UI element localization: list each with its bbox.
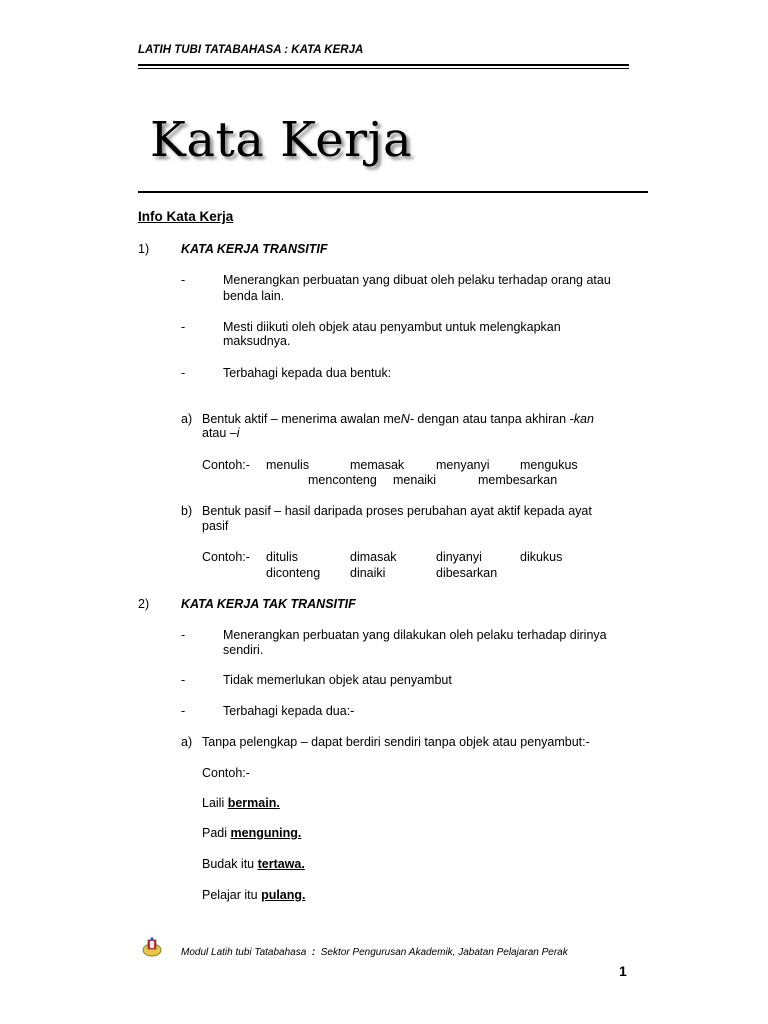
s2-sub-a-text: Tanpa pelengkap – dapat berdiri sendiri tanpa objek atau penyambut:-	[202, 735, 590, 749]
contoh-label: Contoh:-	[202, 550, 250, 564]
s1-bullet-3: Terbahagi kepada dua bentuk:	[223, 366, 392, 380]
s1-bullet-1-line-2: benda lain.	[223, 289, 285, 303]
example-word: dinaiki	[350, 566, 386, 580]
example-word: menconteng	[308, 473, 377, 487]
s1-sub-a-line-1: Bentuk aktif – menerima awalan meN- dengan atau tanpa akhiran -kan	[202, 412, 594, 426]
s2-bullet-3: Terbahagi kepada dua:-	[223, 704, 355, 718]
example-word: menulis	[266, 458, 310, 472]
contoh-label: Contoh:-	[202, 766, 250, 780]
section-2-number: 2)	[138, 597, 150, 611]
example-word: menyanyi	[436, 458, 490, 472]
example-word: diconteng	[266, 566, 321, 580]
s1-sub-b-line-2: pasif	[202, 519, 229, 533]
header-rule-thick	[138, 64, 629, 66]
s1-sub-a-label: a)	[181, 412, 193, 426]
example-word: menaiki	[393, 473, 437, 487]
s2-sub-a-label: a)	[181, 735, 193, 749]
page-title: Kata Kerja	[150, 112, 413, 168]
page-number: 1	[619, 963, 627, 979]
example-sentence: Padi menguning.	[202, 826, 302, 840]
section-1-number: 1)	[138, 242, 150, 256]
example-sentence: Pelajar itu pulang.	[202, 888, 306, 902]
footer-text: Modul Latih tubi Tatabahasa : Sektor Pengurusan Akademik, Jabatan Pelajaran Perak	[181, 947, 568, 958]
example-word: mengukus	[520, 458, 578, 472]
bullet-dash: -	[181, 704, 186, 718]
crest-logo-icon	[141, 936, 163, 958]
s1-sub-b-line-1: Bentuk pasif – hasil daripada proses perubahan ayat aktif kepada ayat	[202, 504, 592, 518]
example-sentence: Laili bermain.	[202, 796, 280, 810]
example-word: dikukus	[520, 550, 563, 564]
section-2-heading: KATA KERJA TAK TRANSITIF	[181, 597, 356, 611]
s1-sub-a-line-2: atau –i	[202, 426, 240, 440]
running-header: LATIH TUBI TATABAHASA : KATA KERJA	[138, 44, 364, 56]
s2-bullet-2: Tidak memerlukan objek atau penyambut	[223, 673, 452, 687]
s2-bullet-1-line-1: Menerangkan perbuatan yang dilakukan oleh pelaku terhadap dirinya	[223, 628, 607, 642]
s1-bullet-2-line-2: maksudnya.	[223, 334, 291, 348]
section-heading: Info Kata Kerja	[138, 209, 234, 224]
contoh-label: Contoh:-	[202, 458, 250, 472]
s1-sub-b-label: b)	[181, 504, 193, 518]
example-sentence: Budak itu tertawa.	[202, 857, 305, 871]
s1-bullet-1-line-1: Menerangkan perbuatan yang dibuat oleh pelaku terhadap orang atau	[223, 273, 611, 287]
bullet-dash: -	[181, 320, 186, 334]
example-word: memasak	[350, 458, 405, 472]
title-rule	[138, 191, 648, 193]
s2-bullet-1-line-2: sendiri.	[223, 643, 264, 657]
bullet-dash: -	[181, 366, 186, 380]
example-word: dinyanyi	[436, 550, 482, 564]
bullet-dash: -	[181, 673, 186, 687]
header-rule-thin	[138, 68, 629, 69]
s1-bullet-2-line-1: Mesti diikuti oleh objek atau penyambut untuk melengkapkan	[223, 320, 561, 334]
section-1-heading: KATA KERJA TRANSITIF	[181, 242, 328, 256]
example-word: membesarkan	[478, 473, 558, 487]
example-word: dibesarkan	[436, 566, 498, 580]
bullet-dash: -	[181, 628, 186, 642]
example-word: ditulis	[266, 550, 298, 564]
bullet-dash: -	[181, 273, 186, 287]
example-word: dimasak	[350, 550, 397, 564]
